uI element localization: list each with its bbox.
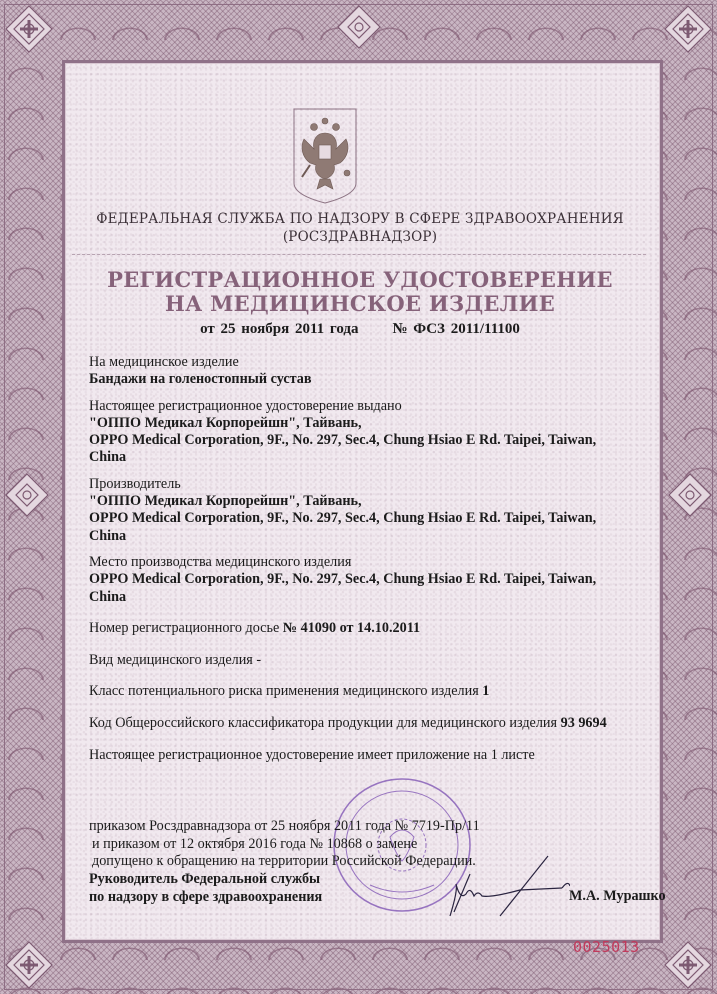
corner-ornament-icon — [659, 0, 717, 58]
certificate-number: № ФСЗ 2011/11100 — [392, 321, 520, 337]
title-line-1: РЕГИСТРАЦИОННОЕ УДОСТОВЕРЕНИЕ — [107, 267, 613, 292]
order-line-2: и приказом от 12 октября 2016 года № 10868 о замене — [92, 835, 418, 852]
signatory-title-line-2: по надзору в сфере здравоохранения — [89, 889, 323, 905]
issued-to-line-1: "ОППО Медикал Корпорейшн", Тайвань, — [89, 414, 362, 431]
device-type-label: Вид медицинского изделия - — [89, 651, 262, 668]
production-site-section — [89, 554, 649, 606]
dossier-label: Номер регистрационного досье — [89, 619, 280, 636]
border-ornament-icon — [334, 2, 384, 52]
manufacturer-line-3: China — [89, 527, 127, 544]
production-site-line-1: OPPO Medical Corporation, 9F., No. 297, Sec.4, Chung Hsiao E Rd. Taipei, Taiwan, — [89, 571, 597, 588]
handwritten-signature-icon — [430, 850, 570, 920]
manufacturer-line-2: OPPO Medical Corporation, 9F., No. 297, Sec.4, Chung Hsiao E Rd. Taipei, Taiwan, — [89, 510, 597, 527]
appendix-row — [89, 747, 649, 764]
device-name: Бандажи на голеностопный сустав — [89, 371, 312, 388]
header-divider — [72, 254, 646, 255]
issued-to-section — [89, 398, 649, 467]
agency-line-2: (РОСЗДРАВНАДЗОР) — [282, 229, 438, 245]
dossier-value: № 41090 от 14.10.2011 — [282, 619, 421, 636]
okp-code-value: 93 9694 — [560, 715, 607, 732]
corner-ornament-icon — [0, 0, 58, 58]
manufacturer-label: Производитель — [89, 475, 181, 492]
russian-coat-of-arms-icon — [290, 105, 360, 205]
border-ornament-icon — [665, 470, 715, 520]
border-ornament-icon — [2, 470, 52, 520]
device-type-row — [89, 652, 649, 669]
corner-ornament-icon — [659, 936, 717, 994]
manufacturer-section — [89, 476, 649, 545]
agency-line-1: ФЕДЕРАЛЬНАЯ СЛУЖБА ПО НАДЗОРУ В СФЕРЕ ЗДРАВООХРАНЕНИЯ — [96, 211, 624, 227]
device-section — [89, 354, 649, 389]
certificate-body — [89, 354, 649, 779]
order-line-1: приказом Росздравнадзора от 25 ноября 2011 года № 7719-Пр/11 — [89, 818, 480, 834]
title-line-2: НА МЕДИЦИНСКОЕ ИЗДЕЛИЕ — [164, 291, 556, 316]
issued-to-line-3: China — [89, 449, 127, 466]
corner-ornament-icon — [0, 936, 58, 994]
risk-class-value: 1 — [482, 683, 490, 700]
document-title — [70, 268, 650, 316]
order-line-3: допущено к обращению на территории Российской Федерации. — [92, 853, 476, 869]
issued-to-label: Настоящее регистрационное удостоверение выдано — [89, 397, 402, 414]
agency-name — [70, 210, 650, 246]
manufacturer-line-1: "ОППО Медикал Корпорейшн", Тайвань, — [89, 493, 362, 510]
production-site-label: Место производства медицинского изделия — [89, 553, 352, 570]
issue-date: от 25 ноября 2011 года — [200, 321, 359, 337]
risk-class-row — [89, 683, 649, 700]
risk-class-label: Класс потенциального риска применения медицинского изделия — [89, 683, 479, 700]
issued-to-line-2: OPPO Medical Corporation, 9F., No. 297, Sec.4, Chung Hsiao E Rd. Taipei, Taiwan, — [89, 432, 597, 449]
appendix-label: Настоящее регистрационное удостоверение имеет приложение на 1 листе — [89, 747, 535, 764]
document-date-number — [70, 321, 650, 338]
serial-number: 0025013 — [573, 938, 640, 956]
production-site-line-2: China — [89, 588, 127, 605]
dossier-row — [89, 620, 649, 637]
okp-code-row — [89, 715, 649, 732]
signatory-title-line-1: Руководитель Федеральной службы — [89, 871, 321, 887]
signer-name: М.А. Мурашко — [569, 888, 666, 904]
okp-code-label: Код Общероссийского классификатора продукции для медицинского изделия — [89, 715, 558, 732]
signatory-title — [89, 870, 322, 906]
device-label: На медицинское изделие — [89, 354, 239, 370]
